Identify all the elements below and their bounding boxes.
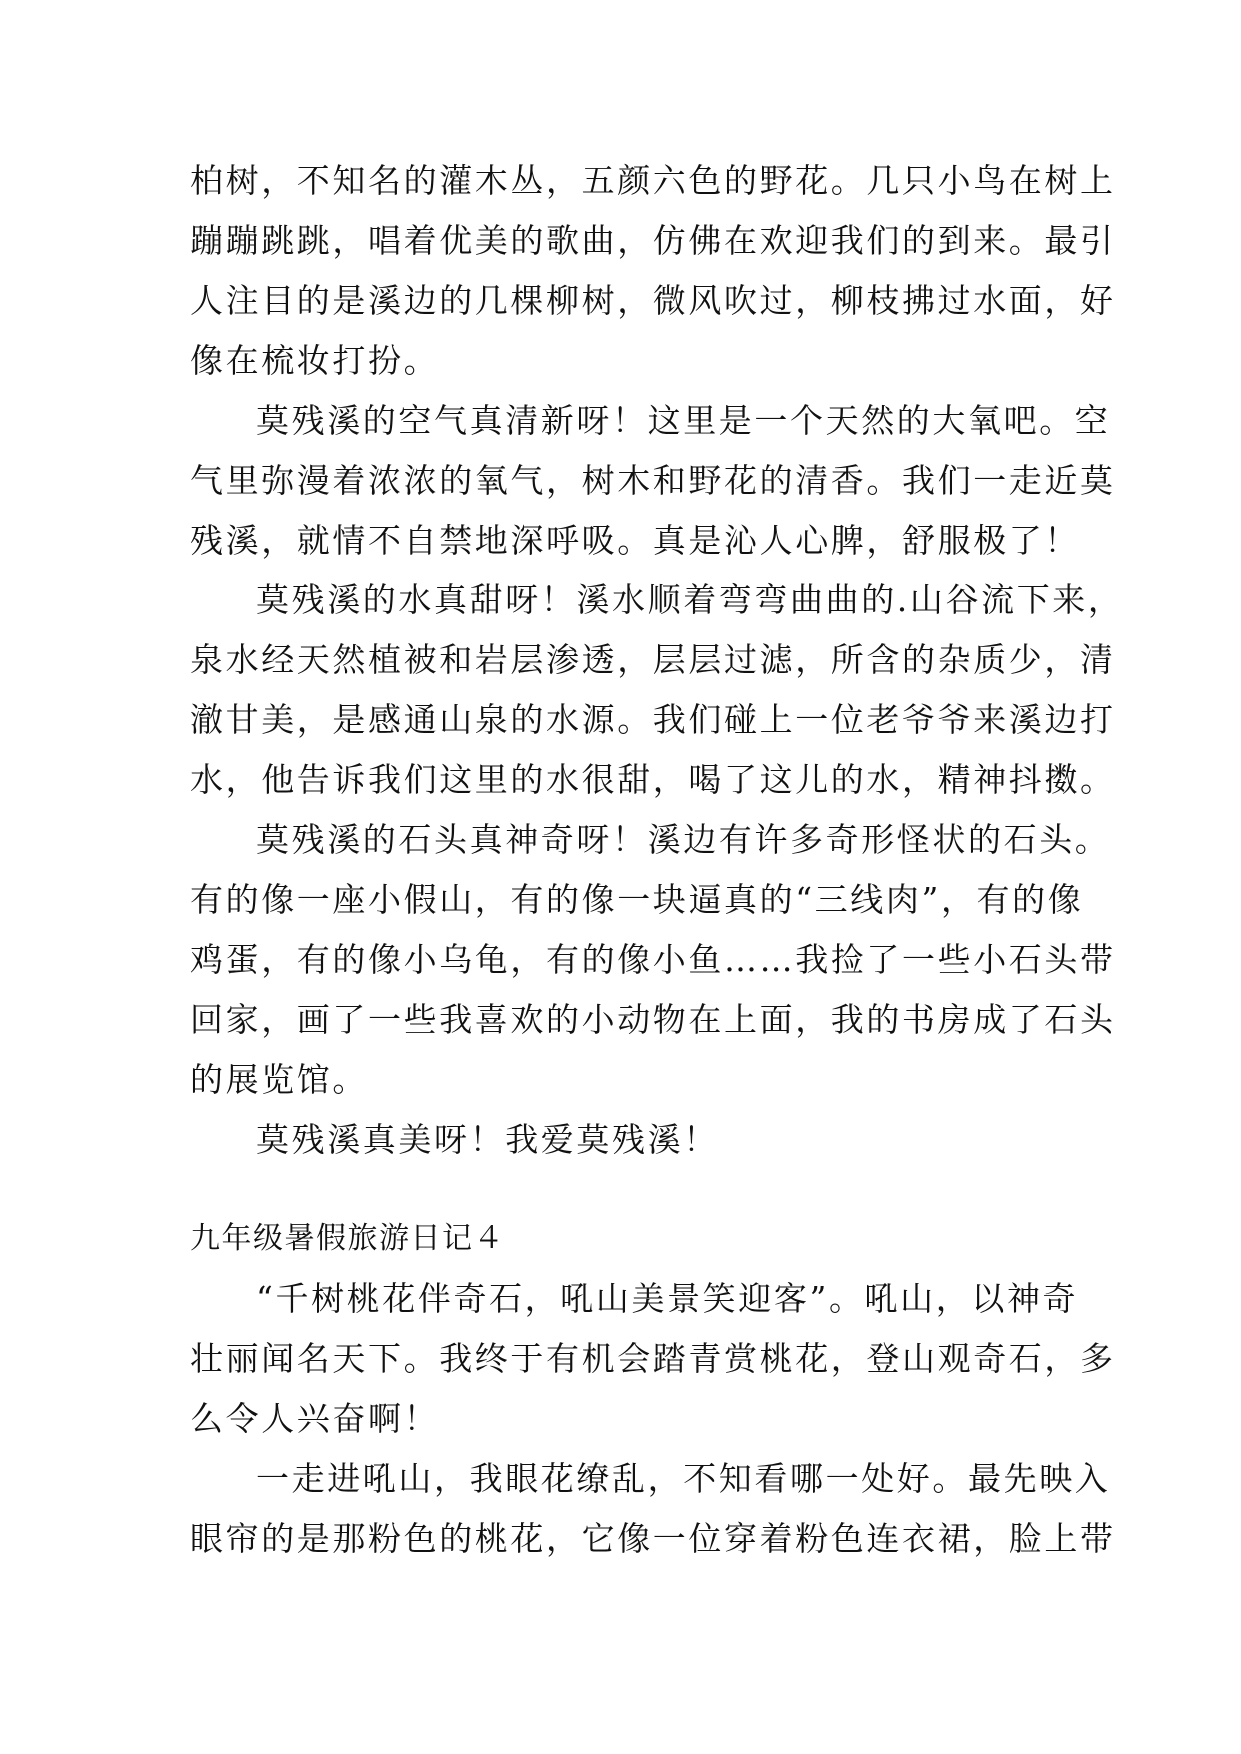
text-line: 残溪，就情不自禁地深呼吸。真是沁人心脾，舒服极了！: [190, 521, 1080, 560]
text-line: 眼帘的是那粉色的桃花，它像一位穿着粉色连衣裙，脸上带: [190, 1519, 1116, 1558]
text-line: 水，他告诉我们这里的水很甜，喝了这儿的水，精神抖擞。: [190, 760, 1116, 799]
section-heading: 九年级暑假旅游日记４: [190, 1221, 505, 1256]
text-line: 壮丽闻名天下。我终于有机会踏青赏桃花，登山观奇石，多: [190, 1339, 1116, 1378]
paragraph-first-line: 莫残溪的水真甜呀！溪水顺着弯弯曲曲的.山谷流下来，: [256, 580, 1124, 619]
text-line: 蹦蹦跳跳，唱着优美的歌曲，仿佛在欢迎我们的到来。最引: [190, 221, 1116, 260]
paragraph-first-line: 莫残溪真美呀！我爱莫残溪！: [256, 1120, 719, 1159]
text-line: 像在梳妆打扮。: [190, 341, 440, 380]
text-line: 回家，画了一些我喜欢的小动物在上面，我的书房成了石头: [190, 1000, 1116, 1039]
text-line: 气里弥漫着浓浓的氧气，树木和野花的清香。我们一走近莫: [190, 461, 1116, 500]
text-line: 的展览馆。: [190, 1060, 368, 1099]
paragraph-first-line: “千树桃花伴奇石，吼山美景笑迎客”。吼山，以神奇: [256, 1279, 1079, 1318]
paragraph-first-line: 莫残溪的石头真神奇呀！溪边有许多奇形怪状的石头。: [256, 820, 1111, 859]
text-line: 有的像一座小假山，有的像一块逼真的“三线肉”，有的像: [190, 880, 1084, 919]
text-line: 人注目的是溪边的几棵柳树，微风吹过，柳枝拂过水面，好: [190, 281, 1116, 320]
text-line: 么令人兴奋啊！: [190, 1399, 440, 1438]
text-line: 泉水经天然植被和岩层渗透，层层过滤，所含的杂质少，清: [190, 640, 1116, 679]
text-line: 澈甘美，是感通山泉的水源。我们碰上一位老爷爷来溪边打: [190, 700, 1116, 739]
paragraph-first-line: 莫残溪的空气真清新呀！这里是一个天然的大氧吧。空: [256, 401, 1111, 440]
text-line: 鸡蛋，有的像小乌龟，有的像小鱼……我捡了一些小石头带: [190, 940, 1116, 979]
text-line: 柏树，不知名的灌木丛，五颜六色的野花。几只小鸟在树上: [190, 161, 1116, 200]
paragraph-first-line: 一走进吼山，我眼花缭乱，不知看哪一处好。最先映入: [256, 1459, 1111, 1498]
